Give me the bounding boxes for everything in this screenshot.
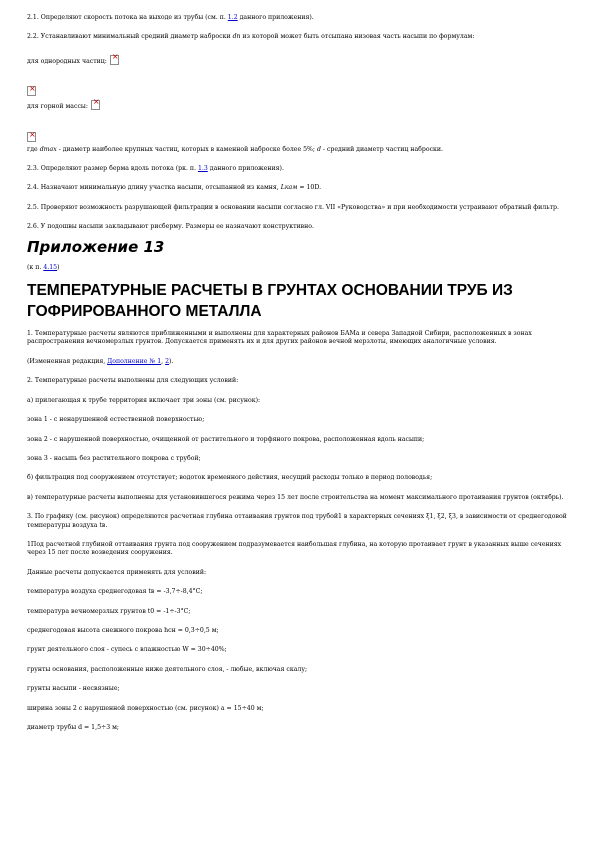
broken-image-icon	[27, 132, 36, 142]
paragraph-2: 2. Температурные расчеты выполнены для следующих условий:	[27, 377, 239, 385]
paragraph-2c: в) температурные расчеты выполнены для установившегося режима через 15 лет после строительства на момент максимального протаивания грунтов (октябрь).	[27, 493, 564, 501]
link-supplement-1[interactable]: Дополнение № 1	[107, 357, 162, 365]
revision-note: (Измененная редакция, Дополнение № 1, 2).	[27, 357, 174, 365]
condition-item: температура воздуха среднегодовая tв = -3,7÷-8,4°С;	[27, 588, 203, 596]
broken-image-icon	[27, 86, 36, 96]
paragraph-3: 3. По графику (см. рисунок) определяются расчетная глубина оттаивания грунтов под трубой1 в характерных сечениях ξ1, ξ2, ξ3, в зависимости от среднегодовой температуры воздуха tв.	[27, 513, 567, 529]
paragraph-2-2: 2.2. Устанавливают минимальный средний диаметр наброски dп из которой может быть отсыпана низовая часть насыпи по формулам:	[27, 33, 475, 41]
paragraph-2-5: 2.5. Проверяют возможность разрушающей фильтрации в основании насыпи согласно гл. VII «Руководства» и при необходимости устраивают обратный фильтр.	[27, 203, 559, 211]
paragraph-2b: б) фильтрация под сооружением отсутствует; водоток временного действия, несущий расходы только в период половодья;	[27, 474, 433, 482]
link-4-15[interactable]: 4.15	[43, 263, 58, 271]
paragraph-2-3: 2.3. Определяют размер берма вдоль потока (рк. п. 1.3 данного приложения).	[27, 165, 284, 173]
paragraph-1: 1. Температурные расчеты являются приближенными и выполнены для характерных районов БАМа и севера Западной Сибири, расположенных в зонах распространения вечномерзлых грунтов. Допускается применять их и для других районов вечной мерзлоты, имеющих аналогичные условия.	[27, 330, 532, 346]
formula-image-1	[27, 79, 569, 89]
condition-item: температура вечномерзлых грунтов t0 = -1÷-3°С;	[27, 607, 191, 615]
condition-item: среднегодовая высота снежного покрова hсн = 0,3÷0,5 м;	[27, 626, 219, 634]
paragraph-2a: а) прилегающая к трубе территория включает три зоны (см. рисунок):	[27, 396, 261, 404]
condition-item: ширина зоны 2 с нарушенной поверхностью (см. рисунок) a = 15÷40 м;	[27, 704, 264, 712]
link-1-2[interactable]: 1.2	[227, 14, 238, 21]
condition-item: грунты насыпи - несвязные;	[27, 685, 120, 693]
label-uniform-particles: для однородных частиц:×	[27, 55, 569, 66]
condition-item: диаметр трубы d = 1,5÷3 м;	[27, 724, 119, 731]
paragraph-2-4: 2.4. Назначают минимальную длину участка насыпи, отсыпанной из камня, Lкам = 10D.	[27, 184, 322, 192]
appendix-heading: Приложение 13	[27, 237, 165, 256]
appendix-reference: (к п. 4.15)	[27, 263, 60, 271]
paragraph-2-1: 2.1. Определяют скорость потока на выходе из трубы (см. п. 1.2 данного приложения).	[27, 14, 314, 21]
link-1-3[interactable]: 1.3	[197, 165, 208, 173]
footnote: 1Под расчетной глубиной оттаивания грунта под сооружением подразумевается наибольшая глубина, на которую протаивает грунт в указанных выше сечениях через 15 лет после возведения сооружения.	[27, 540, 562, 557]
broken-image-icon	[110, 55, 119, 65]
broken-image-icon	[91, 100, 100, 110]
zone-3: зона 3 - насыпь без растительного покрова с трубой;	[27, 454, 201, 462]
formula-image-2	[27, 125, 569, 135]
condition-item: грунты основания, расположенные ниже деятельного слоя, - любые, включая скалу;	[27, 665, 308, 673]
page-title: ТЕМПЕРАТУРНЫЕ РАСЧЕТЫ В ГРУНТАХ ОСНОВАНИИ ТРУБ ИЗ ГОФРИРОВАННОГО МЕТАЛЛА	[27, 282, 513, 321]
paragraph-where: где dmax - диаметр наиболее крупных частиц, которых в каменной наброске более 5%; d - средний диаметр частиц наброски.	[27, 145, 444, 153]
condition-item: грунт деятельного слоя - супесь с влажностью W = 30÷40%;	[27, 646, 227, 654]
paragraph-2-6: 2.6. У подошвы насыпи закладывают рисберму. Размеры ее назначают конструктивно.	[27, 223, 314, 231]
zone-1: зона 1 - с ненарушенной естественной поверхностью;	[27, 416, 205, 424]
conditions-intro: Данные расчеты допускается применять для условий:	[27, 568, 207, 576]
link-supplement-2[interactable]: 2	[165, 357, 170, 365]
zone-2: зона 2 - с нарушенной поверхностью, очищенной от растительного и торфяного покрова, расположенная вдоль насыпи;	[27, 435, 425, 443]
label-mountain-mass: для горной массы:×	[27, 100, 569, 111]
